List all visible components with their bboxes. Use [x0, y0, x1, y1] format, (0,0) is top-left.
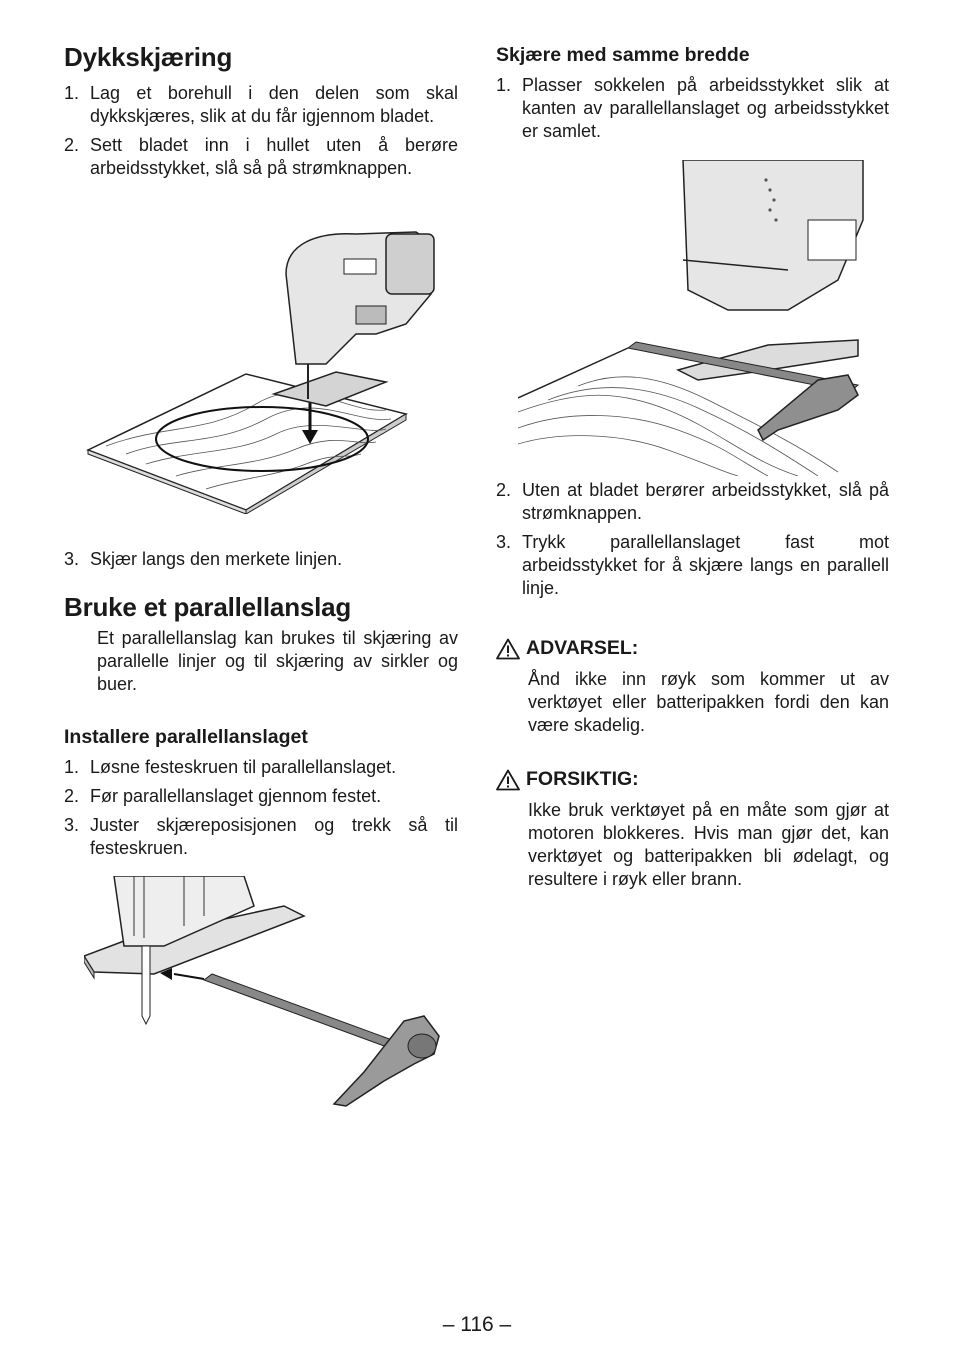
list-item: 2. Uten at bladet berører arbeidsstykket, slå på strømknappen. [496, 480, 889, 523]
heading-installere: Installere parallellanslaget [64, 726, 308, 748]
illustration-parallel-cut [518, 160, 866, 476]
list-item: 3. Skjær langs den merkete linjen. [64, 549, 343, 569]
caution-text: Ikke bruk verktøyet på en måte som gjør at motoren blokkeres. Hvis man gjør det, kan verktøyet og batteripakken bli ødelagt, og resultere i røyk eller brann. [528, 800, 889, 889]
list-item: 1. Plasser sokkelen på arbeidsstykket slik at kanten av parallellanslaget og arbeidsstykket er samlet. [496, 75, 889, 141]
heading-skjaere-samme-bredde: Skjære med samme bredde [496, 44, 750, 66]
heading-dykkskjaering: Dykkskjæring [64, 42, 233, 72]
list-item: 2. Før parallellanslaget gjennom festet. [64, 786, 382, 806]
list-width-steps-cont [496, 479, 889, 606]
list-item: 3. Trykk parallellanslaget fast mot arbeidsstykket for å skjære langs en parallell linje. [496, 532, 889, 598]
warning-triangle-icon [496, 638, 520, 660]
list-plunge-step3 [64, 548, 458, 577]
page-number: – 116 – [442, 1313, 512, 1336]
illustration-install-guide [84, 876, 444, 1112]
list-install-steps [64, 756, 458, 866]
list-item: 2. Sett bladet inn i hullet uten å berøre arbeidsstykket, slå så på strømknappen. [64, 135, 458, 178]
list-item: 3. Juster skjæreposisjonen og trekk så til festeskruen. [64, 815, 458, 858]
list-width-steps [496, 74, 889, 149]
list-plunge-steps [64, 82, 458, 186]
caution-triangle-icon [496, 769, 520, 791]
illustration-plunge-cut [86, 214, 466, 514]
warning-text: Ånd ikke inn røyk som kommer ut av verktøyet eller batteripakken fordi den kan være skadelig. [528, 669, 889, 735]
paragraph-intro: Et parallellanslag kan brukes til skjæring av parallelle linjer og til skjæring av sirkler og buer. [97, 628, 458, 694]
list-item: 1. Løsne festeskruen til parallellanslaget. [64, 757, 397, 777]
list-item: 1. Lag et borehull i den delen som skal dykkskjæres, slik at du får igjennom bladet. [64, 83, 458, 126]
warning-heading: ADVARSEL: [496, 637, 638, 660]
caution-heading: FORSIKTIG: [496, 768, 639, 791]
heading-bruke-parallellanslag: Bruke et parallellanslag [64, 592, 352, 622]
